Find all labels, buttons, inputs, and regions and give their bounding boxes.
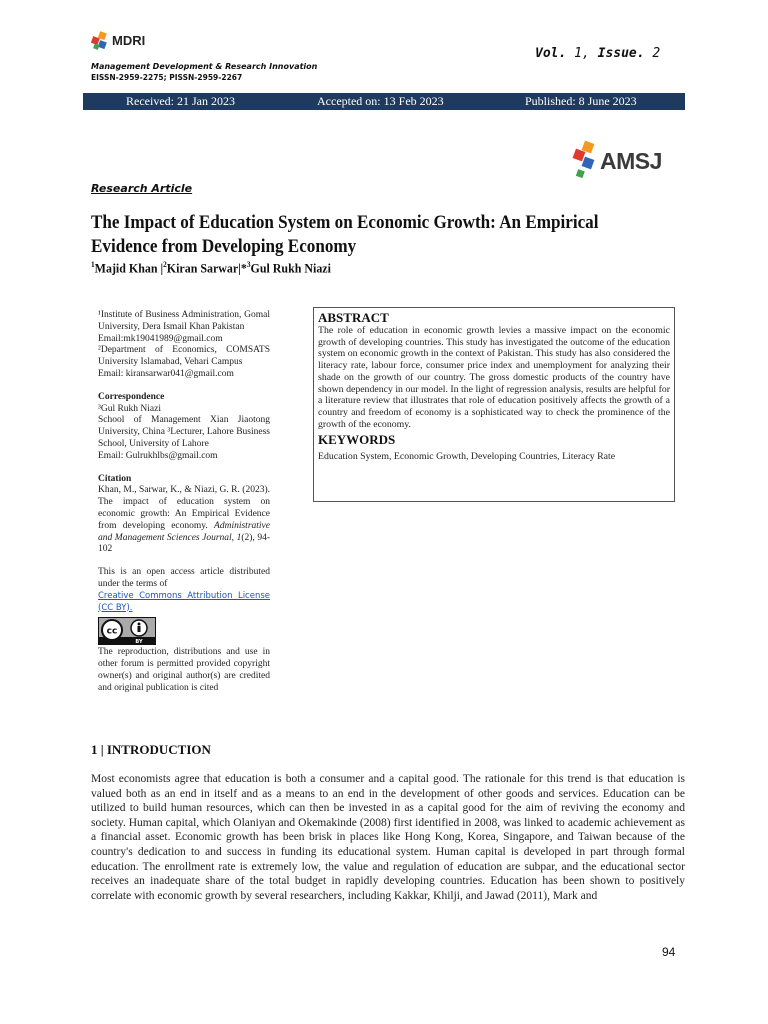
- page-number: 94: [662, 945, 676, 959]
- email-2[interactable]: Email: kiransarwar041@gmail.com: [98, 368, 234, 379]
- citation-heading: Citation: [98, 473, 132, 484]
- author-name: Kiran Sarwar|*: [166, 260, 247, 276]
- keywords-text: Education System, Economic Growth, Developing Countries, Literacy Rate: [318, 451, 616, 463]
- introduction-paragraph: Most economists agree that education is both a consumer and a capital good. The rationale for this trend is that education is valued both as an end in itself and as a means to an end in the development of other goods and services. Education can be utilized to build human resources, which can then be invested in as a capital good for the aim of reviving the economy and society. Human capital, which Olaniyan and Okemakinde (2008) first identified in 2008, was linked to academic achievement as a financial asset. Economic growth has been brisk in places like Hong Kong, Korea, Singapore, and Taiwan because of the country's dedication to and success in funding its educational system. Human capital is developed in part through formal education. The enrollment rate is extremely low, the value and regulation of education are subpar, and the educational sector receives an inadequate share of the total budget in rapidly developing countries. Education has been shown to positively correlate with economic growth by several researchers, including Kakkar, Khilji, and Jawad (2011), Mark and: [91, 773, 685, 902]
- issue-number: 2: [652, 46, 661, 61]
- journal-full-name: Management Development & Research Innovation: [91, 62, 318, 71]
- author-sup: 1: [91, 260, 95, 269]
- abstract-text: The role of education in economic growth levies a massive impact on the economic growth of developing countries. This study has investigated the outcome of the education system on economic growth in the context of Pakistan. This study has also considered the literacy rate, labour force, consumer price index and unemployment for analyzing their shade on the growth of our country. The gross domestic products of the country have shown dependency in our model. In the light of regression analysis, results are helpful for a literature review that illustrates that role of education positively affects the growth of a country and freedom of economy is a sophisticated way to check the prominence of the growth of the economy.: [318, 325, 670, 430]
- vol-number: 1,: [574, 46, 590, 61]
- author-name: Gul Rukh Niazi: [250, 260, 331, 276]
- license-link-text[interactable]: Creative Commons Attribution License (CC BY).: [98, 590, 270, 613]
- keywords-heading: KEYWORDS: [318, 432, 396, 448]
- correspondence-name: ³Gul Rukh Niazi: [98, 403, 162, 414]
- citation-body: Khan, M., Sarwar, K., & Niazi, G. R. (2023). The impact of education system on economic growth: An Empirical Evidence from developing economy.: [98, 485, 270, 531]
- correspondence-heading: Correspondence: [98, 391, 165, 402]
- cc-badge-label: BY: [135, 639, 143, 645]
- mdri-logo-icon: [91, 30, 111, 52]
- author-name: Majid Khan |: [94, 260, 164, 276]
- section-heading-introduction: 1 | INTRODUCTION: [91, 742, 211, 757]
- author-list: [91, 260, 331, 276]
- date-bar: [83, 93, 685, 110]
- correspondence-affiliation: School of Management Xian Jiaotong University, China ³Lecturer, Lahore Business School, University of Lahore: [98, 415, 270, 449]
- cc-by-badge-icon[interactable]: [98, 617, 156, 645]
- correspondence-email[interactable]: Email: Gulrukhlbs@gmail.com: [98, 450, 218, 461]
- affiliation-2: ²Department of Economics, COMSATS University Islamabad, Vehari Campus: [98, 345, 270, 368]
- received-date: Received: 21 Jan 2023: [126, 94, 235, 108]
- license-link[interactable]: [98, 591, 270, 615]
- citation-journal: Administrative and Management Sciences Journal, 1: [98, 520, 270, 543]
- abstract-box: [313, 307, 675, 502]
- author-sup: 3: [246, 260, 251, 269]
- article-type: Research Article: [91, 182, 193, 195]
- article-title: The Impact of Education System on Economic Growth: An Empirical Evidence from Developing Economy: [91, 212, 599, 257]
- citation-text: [98, 485, 270, 556]
- email-1[interactable]: Email:mk19041989@gmail.com: [98, 333, 223, 344]
- vol-label: Vol.: [535, 46, 567, 61]
- abstract-heading: ABSTRACT: [318, 310, 389, 325]
- publisher-name: MDRI: [112, 33, 146, 48]
- journal-logo-text: AMSJ: [600, 148, 662, 174]
- volume-issue: [535, 46, 660, 61]
- amsj-logo-icon: [571, 140, 599, 186]
- cc-by-icon: [99, 618, 155, 644]
- license-note: The reproduction, distributions and use in other forum is permitted provided copyright owner(s) and original author(s) are credited and original publication is cited: [98, 647, 270, 693]
- author-sup: 2: [163, 260, 167, 269]
- svg-text:cc: cc: [106, 626, 118, 637]
- sidebar-info: [98, 310, 270, 695]
- license-intro: This is an open access article distributed under the terms of: [98, 567, 270, 589]
- issue-label: Issue.: [597, 46, 645, 61]
- citation-pages: (2), 94-102: [98, 532, 270, 555]
- published-date: Published: 8 June 2023: [525, 94, 637, 108]
- accepted-date: Accepted on: 13 Feb 2023: [317, 94, 444, 108]
- issn-line: EISSN-2959-2275; PISSN-2959-2267: [91, 73, 243, 82]
- affiliation-1: ¹Institute of Business Administration, Gomal University, Dera Ismail Khan Pakistan: [98, 310, 270, 332]
